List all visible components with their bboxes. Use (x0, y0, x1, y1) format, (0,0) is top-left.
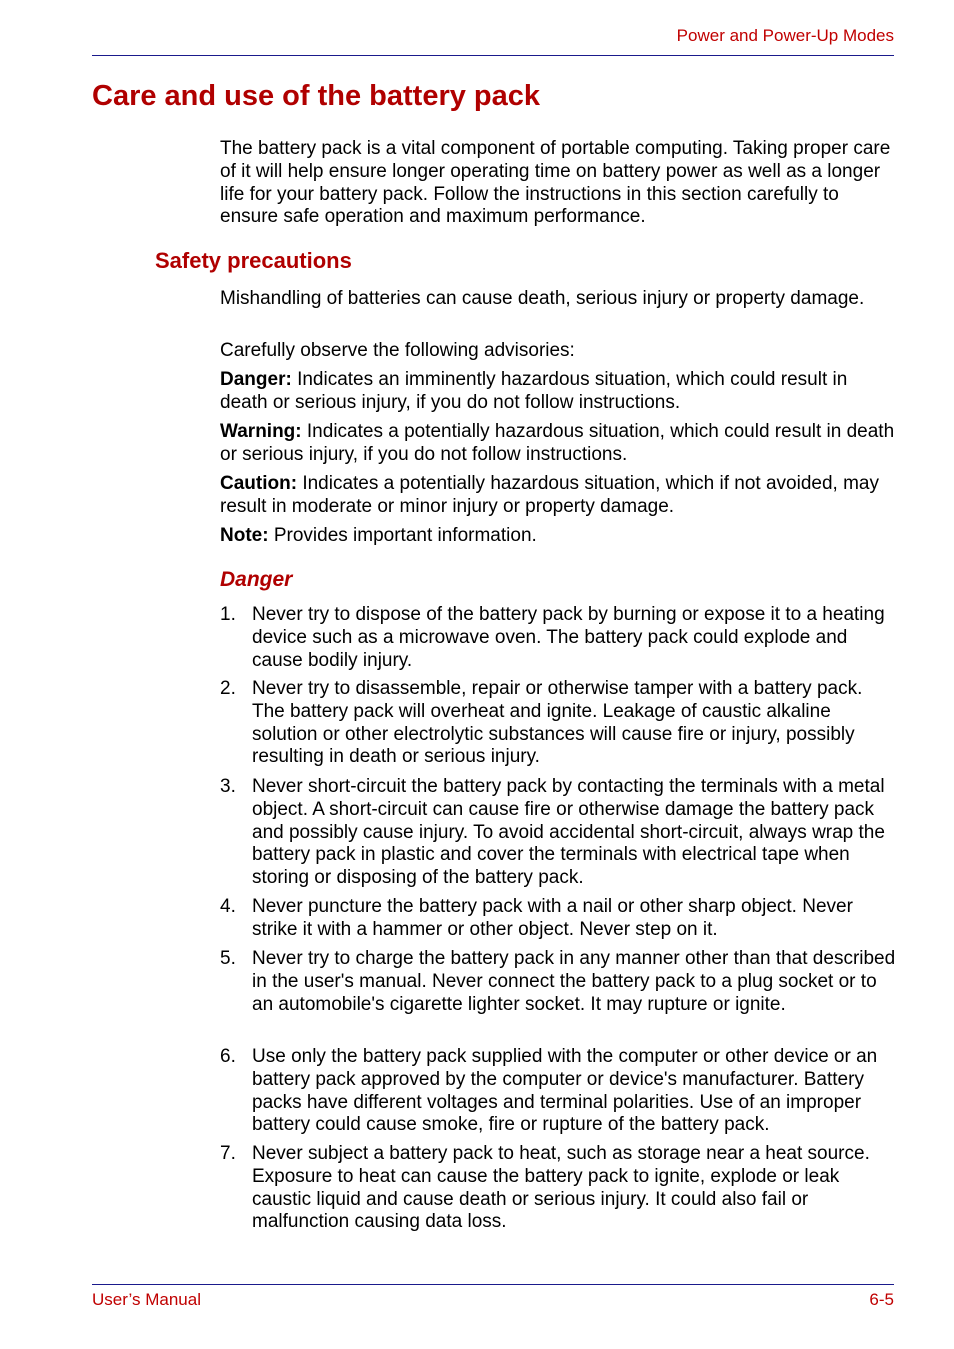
advisory-caution (220, 473, 896, 519)
advisory-note-text: Provides important information. (268, 525, 537, 546)
page-title: Care and use of the battery pack (92, 80, 541, 112)
list-item-text: Never try to disassemble, repair or otherwise tamper with a battery pack. The battery pack will overheat and ignite. Leakage of caustic alkaline solution or other electrolytic substances will cause fire or injury, possibly resulting in death or serious injury. (252, 678, 863, 768)
list-item-text: Never try to dispose of the battery pack by burning or expose it to a heating device such as a microwave oven. The battery pack could explode and cause bodily injury. (252, 604, 885, 671)
safety-paragraph-2: Carefully observe the following advisories: (220, 340, 575, 361)
list-item-text: Never puncture the battery pack with a nail or other sharp object. Never strike it with a hammer or other object. Never step on it. (252, 896, 853, 940)
list-item-number: 7. (220, 1143, 236, 1164)
advisory-warning-text: Indicates a potentially hazardous situation, which could result in death or serious injury, if you do not follow instructions. (220, 421, 895, 465)
list-item-number: 5. (220, 948, 236, 969)
list-item-number: 4. (220, 896, 236, 917)
footer-divider (92, 1284, 894, 1285)
list-item-number: 6. (220, 1046, 236, 1067)
advisory-warning (220, 421, 896, 467)
list-item-number: 2. (220, 678, 236, 699)
advisory-note-label: Note: (220, 525, 269, 546)
advisory-note (220, 525, 896, 548)
header-divider (92, 55, 894, 56)
advisory-danger-text: Indicates an imminently hazardous situation, which could result in death or serious injury, if you do not follow instructions. (220, 369, 848, 413)
page-number: 6-5 (869, 1290, 894, 1309)
list-item-text: Never short-circuit the battery pack by contacting the terminals with a metal object. A short-circuit can cause fire or otherwise damage the battery pack and possibly cause injury. To avoid accidental short-circuit, always wrap the battery pack in plastic and cover the terminals with electrical tape when storing or disposing of the battery pack. (252, 776, 885, 889)
advisory-caution-label: Caution: (220, 473, 298, 494)
list-item-number: 1. (220, 604, 236, 625)
advisory-warning-label: Warning: (220, 421, 302, 442)
footer-manual-title: User’s Manual (92, 1290, 201, 1309)
list-item-number: 3. (220, 776, 236, 797)
intro-paragraph: The battery pack is a vital component of portable computing. Taking proper care of it will help ensure longer operating time on battery power as well as a longer life for your battery pack. Follow the instructions in this section carefully to ensure safe operation and maximum performance. (220, 138, 891, 228)
advisory-caution-text: Indicates a potentially hazardous situation, which if not avoided, may result in moderate or minor injury or property damage. (220, 473, 879, 517)
list-item-text: Use only the battery pack supplied with the computer or other device or an battery pack approved by the computer or device's manufacturer. Battery packs have different voltages and terminal polarities. Use of an improper battery could cause smoke, fire or rupture of the battery pack. (252, 1046, 878, 1136)
danger-heading: Danger (220, 568, 293, 591)
advisory-danger-label: Danger: (220, 369, 292, 390)
list-item-text: Never try to charge the battery pack in any manner other than that described in the user's manual. Never connect the battery pack to a plug socket or to an automobile's cigarette lighter socket. It may rupture or ignite. (252, 948, 896, 1015)
safety-paragraph-1: Mishandling of batteries can cause death, serious injury or property damage. (220, 288, 865, 309)
list-item-text: Never subject a battery pack to heat, such as storage near a heat source. Exposure to heat can cause the battery pack to ignite, explode or leak caustic liquid and cause death or serious injury. It could also fail or malfunction causing data loss. (252, 1143, 870, 1233)
advisory-danger (220, 369, 896, 415)
running-header: Power and Power-Up Modes (676, 26, 894, 45)
safety-precautions-heading: Safety precautions (155, 248, 352, 273)
